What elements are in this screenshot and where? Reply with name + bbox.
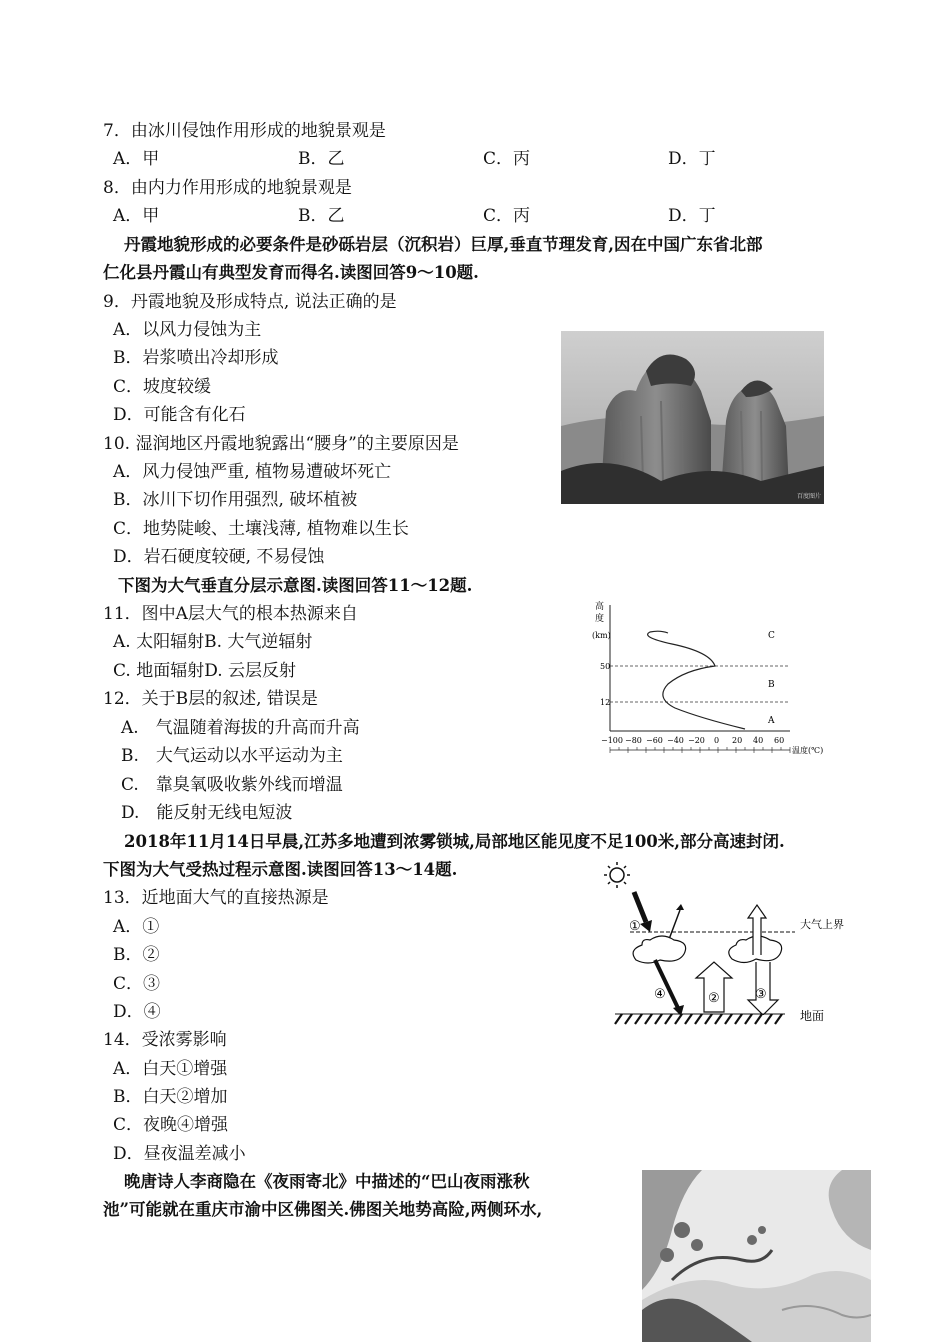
atmosphere-top-label: 大气上界: [800, 918, 844, 931]
marker-4: ④: [654, 987, 666, 1002]
chart-xtick: −100: [601, 736, 623, 745]
q13-option-c: C．③: [113, 974, 161, 994]
q14-option-d: D．昼夜温差减小: [113, 1144, 246, 1164]
chart-xtick: 20: [732, 736, 743, 745]
q7-stem: 7．由冰川侵蚀作用形成的地貌景观是: [103, 121, 386, 141]
intro-13-14-line-2: 下图为大气受热过程示意图.读图回答13～14题.: [103, 860, 458, 879]
marker-1: ①: [629, 919, 641, 934]
q10-stem: 10. 湿润地区丹霞地貌露出“腰身”的主要原因是: [103, 434, 459, 454]
chart-ylabel-unit: (km): [592, 631, 611, 640]
chart-xtick: 0: [714, 736, 720, 745]
chart-ylabel-2: 度: [595, 614, 605, 624]
intro-9-10-line-1: 丹霞地貌形成的必要条件是砂砾岩层（沉积岩）巨厚,垂直节理发育,因在中国广东省北部: [124, 235, 763, 254]
intro-11-12: 下图为大气垂直分层示意图.读图回答11～12题.: [118, 576, 473, 595]
q13-stem: 13．近地面大气的直接热源是: [103, 888, 329, 908]
q10-option-b: B．冰川下切作用强烈, 破坏植被: [113, 490, 358, 510]
chart-xlabel: 温度(℃): [792, 746, 824, 755]
q10-option-a: A．风力侵蚀严重, 植物易遭破坏死亡: [113, 462, 392, 482]
q8-stem: 8．由内力作用形成的地貌景观是: [103, 178, 352, 198]
q7-option-a: A．甲: [113, 149, 160, 169]
chart-ylabel-1: 高: [595, 602, 605, 612]
q12-option-b: B. 大气运动以水平运动为主: [121, 746, 343, 766]
marker-2: ②: [708, 991, 720, 1006]
q7-option-d: D．丁: [668, 149, 716, 169]
q14-option-b: B．白天②增加: [113, 1087, 228, 1107]
chart-ytick-50: 50: [600, 662, 611, 671]
atmosphere-heating-diagram: [600, 860, 860, 1030]
q13-option-a: A．①: [113, 917, 160, 937]
q9-option-b: B．岩浆喷出冷却形成: [113, 348, 279, 368]
q9-option-d: D．可能含有化石: [113, 405, 246, 425]
q11-stem: 11．图中A层大气的根本热源来自: [103, 604, 358, 624]
q14-option-c: C．夜晚④增强: [113, 1115, 229, 1135]
q13-option-b: B．②: [113, 945, 160, 965]
q7-option-c: C．丙: [483, 149, 531, 169]
chart-xtick: −60: [646, 736, 663, 745]
intro-next-line-2: 池”可能就在重庆市渝中区佛图关.佛图关地势高险,两侧环水,: [103, 1200, 543, 1219]
q10-option-c: C．地势陡峻、土壤浅薄, 植物难以生长: [113, 519, 409, 539]
layer-label-a: A: [768, 716, 775, 726]
q11-option-cd: C. 地面辐射D. 云层反射: [113, 661, 297, 681]
chart-xtick: −40: [667, 736, 684, 745]
q12-stem: 12．关于B层的叙述, 错误是: [103, 689, 318, 709]
intro-13-14-line-1: 2018年11月14日早晨,江苏多地遭到浓雾锁城,局部地区能见度不足100米,部分高速封闭.: [124, 832, 785, 851]
chart-xtick: −20: [688, 736, 705, 745]
q8-option-d: D．丁: [668, 206, 716, 226]
q14-stem: 14．受浓雾影响: [103, 1030, 227, 1050]
chart-xtick: −80: [625, 736, 642, 745]
layer-label-b: B: [768, 680, 775, 690]
q14-option-a: A．白天①增强: [113, 1059, 228, 1079]
intro-9-10-line-2: 仁化县丹霞山有典型发育而得名.读图回答9～10题.: [103, 263, 479, 282]
ground-label: 地面: [800, 1009, 825, 1023]
q12-option-c: C. 靠臭氧吸收紫外线而增温: [121, 775, 343, 795]
q8-option-b: B．乙: [298, 206, 345, 226]
q9-option-a: A．以风力侵蚀为主: [113, 320, 262, 340]
q10-option-d: D．岩石硬度较硬, 不易侵蚀: [113, 547, 325, 567]
marker-3: ③: [755, 987, 767, 1002]
layer-label-c: C: [768, 631, 775, 641]
q9-stem: 9．丹霞地貌及形成特点, 说法正确的是: [103, 292, 397, 312]
photo-watermark: 百度图片: [797, 493, 822, 500]
q8-option-a: A．甲: [113, 206, 160, 226]
q11-option-ab: A. 太阳辐射B. 大气逆辐射: [113, 632, 313, 652]
q12-option-a: A. 气温随着海拔的升高而升高: [121, 718, 360, 738]
intro-next-line-1: 晚唐诗人李商隐在《夜雨寄北》中描述的“巴山夜雨涨秋: [124, 1172, 530, 1191]
chart-xtick: 60: [774, 736, 785, 745]
q7-option-b: B．乙: [298, 149, 345, 169]
chart-xtick: 40: [753, 736, 764, 745]
ink-landscape-painting: [642, 1170, 871, 1342]
q13-option-d: D．④: [113, 1002, 161, 1022]
q8-option-c: C．丙: [483, 206, 531, 226]
sun-icon: [604, 862, 630, 888]
q9-option-c: C．坡度较缓: [113, 377, 212, 397]
chart-ytick-12: 12: [600, 698, 611, 707]
danxia-landform-photo: [561, 331, 824, 504]
q12-option-d: D. 能反射无线电短波: [121, 803, 293, 823]
atmosphere-layer-chart: [590, 600, 830, 760]
